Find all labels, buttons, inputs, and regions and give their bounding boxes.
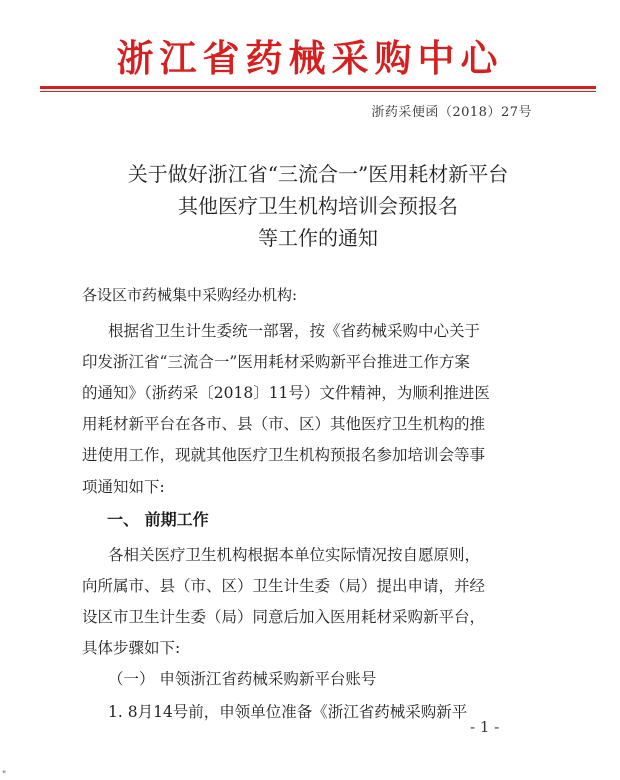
body-line: 设区市卫生计生委（局）同意后加入医用耗材采购新平台， xyxy=(82,608,486,626)
corner-mark: " xyxy=(2,770,7,780)
notice-title-line: 等工作的通知 xyxy=(258,226,378,250)
addressee-line: 各设区市药械集中采购经办机构: xyxy=(82,286,298,304)
body-line: 印发浙江省“三流合一”医用耗材采购新平台推进工作方案 xyxy=(82,353,470,371)
org-name-header: 浙江省药械采购中心 xyxy=(116,37,504,80)
body-line: 用耗材新平台在各市、县（市、区）其他医疗卫生机构的推 xyxy=(82,415,486,433)
body-line: 各相关医疗卫生机构根据本单位实际情况按自愿原则， xyxy=(108,546,481,564)
page-number: - 1 - xyxy=(470,718,500,736)
header-red-rule-thick xyxy=(40,86,596,89)
body-line: 的通知》（浙药采〔2018〕11号）文件精神，为顺利推进医 xyxy=(82,384,490,402)
document-number: 浙药采便函（2018）27号 xyxy=(371,105,532,120)
notice-title-line: 关于做好浙江省“三流合一”医用耗材新平台 xyxy=(127,162,509,186)
body-line: 1. 8月14号前，申领单位准备《浙江省药械采购新平 xyxy=(108,703,468,721)
body-line: 向所属市、县（市、区）卫生计生委（局）提出申请，并经 xyxy=(82,577,486,595)
subsection-heading: （一） 申领浙江省药械采购新平台账号 xyxy=(108,670,377,688)
notice-title-line: 其他医疗卫生机构培训会预报名 xyxy=(178,194,458,218)
body-line: 根据省卫生计生委统一部署，按《省药械采购中心关于 xyxy=(108,322,481,340)
header-red-rule-thin xyxy=(40,91,596,92)
section-heading: 一、 前期工作 xyxy=(107,510,209,529)
notice-title xyxy=(40,158,596,254)
body-line: 进使用工作，现就其他医疗卫生机构预报名参加培训会等事 xyxy=(82,446,486,464)
body-line: 项通知如下: xyxy=(82,478,165,496)
body-line: 具体步骤如下: xyxy=(82,639,181,657)
